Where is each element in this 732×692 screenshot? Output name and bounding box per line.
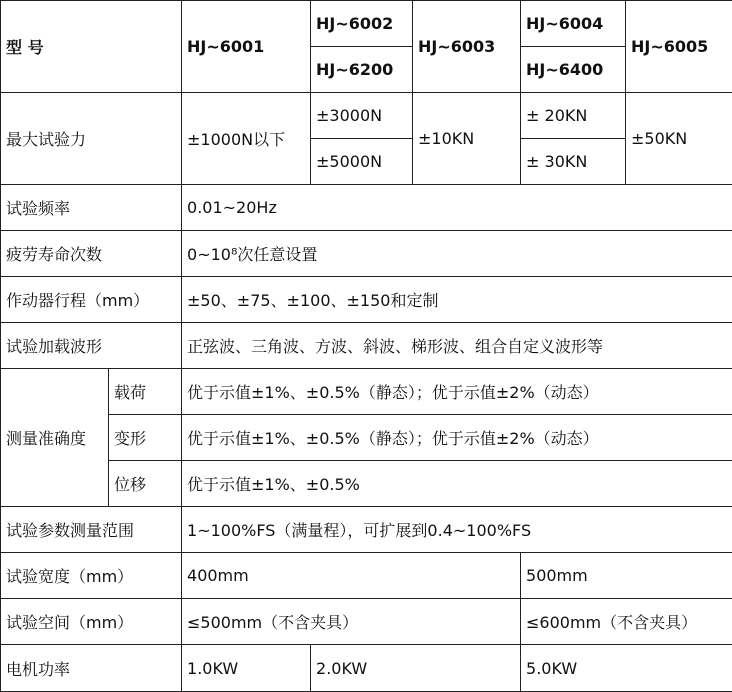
stroke-value: ±50、±75、±100、±150和定制 (182, 277, 732, 323)
space-label: 试验空间（mm） (1, 599, 182, 645)
model-hj6001: HJ~6001 (182, 1, 311, 93)
max-force-label: 最大试验力 (1, 93, 182, 185)
model-hj6004: HJ~6004 (521, 1, 626, 47)
fatigue-value: 0~10⁸次任意设置 (182, 231, 732, 277)
power-row (1, 645, 732, 692)
space-value-1: ≤500mm（不含夹具） (182, 599, 521, 645)
width-value-1: 400mm (182, 553, 521, 599)
accuracy-deformation-label: 变形 (109, 415, 182, 461)
range-label: 试验参数测量范围 (1, 507, 182, 553)
stroke-row (1, 277, 732, 323)
accuracy-row-load (1, 369, 732, 415)
accuracy-displacement-label: 位移 (109, 461, 182, 507)
frequency-label: 试验频率 (1, 185, 182, 231)
power-label: 电机功率 (1, 645, 182, 692)
model-hj6200: HJ~6200 (311, 47, 413, 93)
accuracy-deformation-value: 优于示值±1%、±0.5%（静态）；优于示值±2%（动态） (182, 415, 732, 461)
model-hj6002: HJ~6002 (311, 1, 413, 47)
frequency-row (1, 185, 732, 231)
stroke-label: 作动器行程（mm） (1, 277, 182, 323)
max-force-6004: ± 20KN (521, 93, 626, 139)
accuracy-displacement-value: 优于示值±1%、±0.5% (182, 461, 732, 507)
accuracy-load-label: 载荷 (109, 369, 182, 415)
range-row (1, 507, 732, 553)
model-label: 型 号 (1, 1, 182, 93)
max-force-6003: ±10KN (413, 93, 521, 185)
width-value-2: 500mm (521, 553, 732, 599)
power-value-3: 5.0KW (521, 645, 732, 692)
waveform-row (1, 323, 732, 369)
max-force-6005: ±50KN (626, 93, 732, 185)
max-force-6001: ±1000N以下 (182, 93, 311, 185)
max-force-6200: ±5000N (311, 139, 413, 185)
range-value: 1~100%FS（满量程），可扩展到0.4~100%FS (182, 507, 732, 553)
space-row (1, 599, 732, 645)
max-force-6002: ±3000N (311, 93, 413, 139)
space-value-2: ≤600mm（不含夹具） (521, 599, 732, 645)
waveform-value: 正弦波、三角波、方波、斜波、梯形波、组合自定义波形等 (182, 323, 732, 369)
header-row (1, 1, 732, 47)
model-hj6400: HJ~6400 (521, 47, 626, 93)
fatigue-label: 疲劳寿命次数 (1, 231, 182, 277)
model-hj6005: HJ~6005 (626, 1, 732, 93)
power-value-1: 1.0KW (182, 645, 311, 692)
frequency-value: 0.01~20Hz (182, 185, 732, 231)
max-force-6400: ± 30KN (521, 139, 626, 185)
accuracy-row-deformation (1, 415, 732, 461)
accuracy-load-value: 优于示值±1%、±0.5%（静态）；优于示值±2%（动态） (182, 369, 732, 415)
accuracy-label: 测量准确度 (1, 369, 109, 507)
power-value-2: 2.0KW (311, 645, 521, 692)
width-row (1, 553, 732, 599)
accuracy-row-displacement (1, 461, 732, 507)
width-label: 试验宽度（mm） (1, 553, 182, 599)
model-hj6003: HJ~6003 (413, 1, 521, 93)
max-force-row (1, 93, 732, 139)
fatigue-row (1, 231, 732, 277)
waveform-label: 试验加载波形 (1, 323, 182, 369)
